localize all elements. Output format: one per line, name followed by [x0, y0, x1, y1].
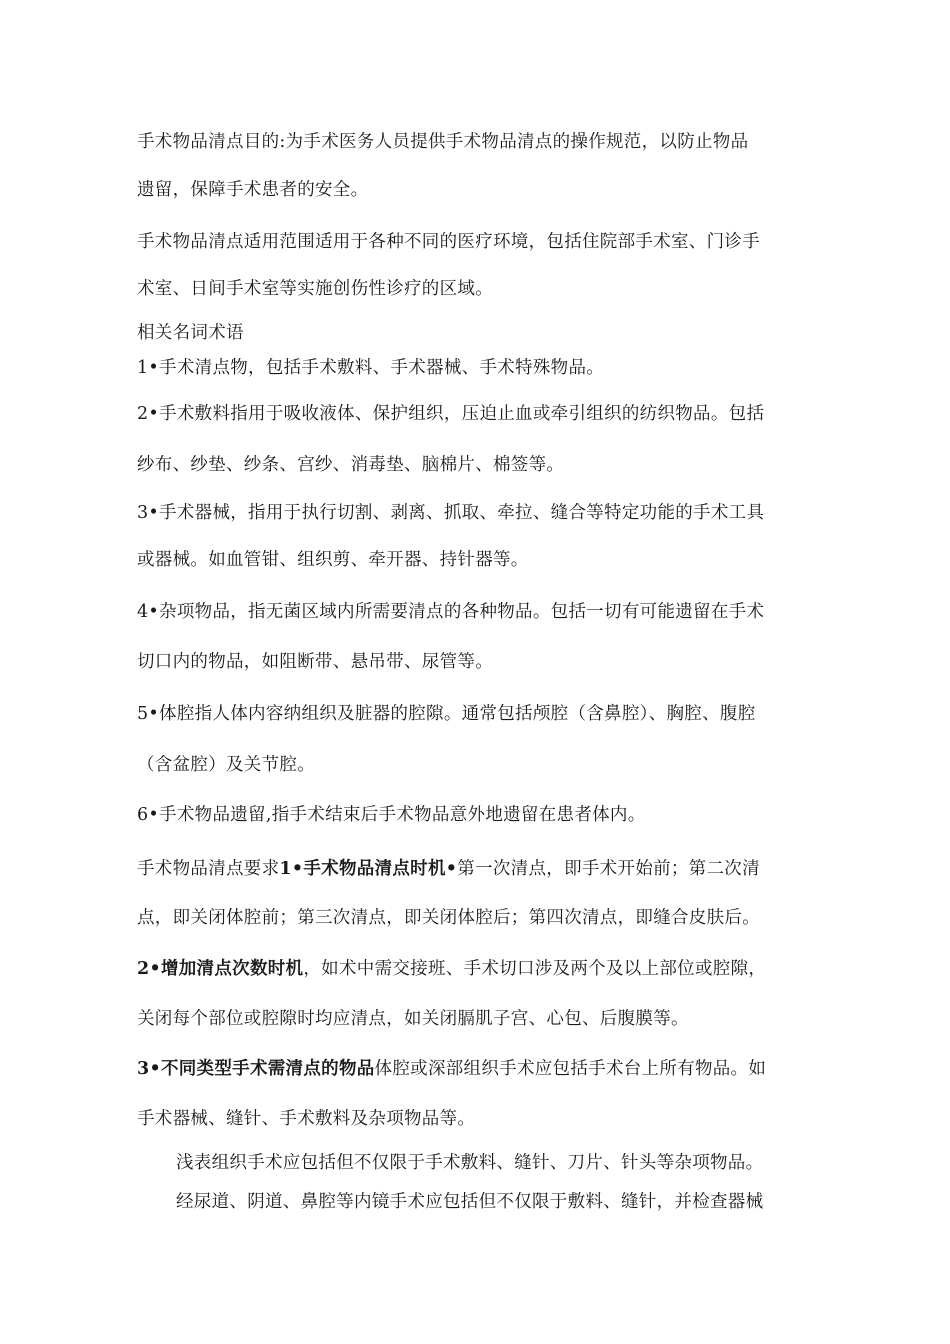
terms-heading: 相关名词术语	[137, 323, 244, 343]
term-3-line-1: 3•手术器械，指用于执行切割、剥离、抓取、牵拉、缝合等特定功能的手术工具	[137, 503, 765, 523]
term-3-line-2: 或器械。如血管钳、组织剪、牵开器、持针器等。	[137, 550, 529, 570]
requirements-line-2: 点，即关闭体腔前；第三次清点，即关闭体腔后；第四次清点，即缝合皮肤后。	[137, 908, 760, 928]
term-6: 6•手术物品遗留,指手术结束后手术物品意外地遗留在患者体内。	[137, 805, 646, 825]
requirements-line-1: 手术物品清点要求1•手术物品清点时机•第一次清点，即手术开始前；第二次清	[137, 859, 760, 879]
purpose-line-2: 遗留，保障手术患者的安全。	[137, 180, 369, 200]
term-4-line-2: 切口内的物品，如阻断带、悬吊带、尿管等。	[137, 652, 493, 672]
term-2-line-2: 纱布、纱垫、纱条、宫纱、消毒垫、脑棉片、棉签等。	[137, 455, 565, 475]
term-2-line-1: 2•手术敷料指用于吸收液体、保护组织，压迫止血或牵引组织的纺织物品。包括	[137, 404, 765, 424]
scope-line-2: 术室、日间手术室等实施创伤性诊疗的区域。	[137, 279, 493, 299]
term-1: 1•手术清点物，包括手术敷料、手术器械、手术特殊物品。	[137, 358, 605, 378]
items-by-type-line-2: 手术器械、缝针、手术敷料及杂项物品等。	[137, 1109, 476, 1129]
term-5-line-1: 5•体腔指人体内容纳组织及脏器的腔隙。通常包括颅腔（含鼻腔）、胸腔、腹腔	[137, 704, 756, 724]
purpose-line-1: 手术物品清点目的:为手术医务人员提供手术物品清点的操作规范，以防止物品	[137, 132, 749, 152]
extra-count-line-1: 2•增加清点次数时机，如术中需交接班、手术切口涉及两个及以上部位或腔隙，	[137, 959, 767, 979]
endoscopic-surgery-line: 经尿道、阴道、鼻腔等内镜手术应包括但不仅限于敷料、缝针，并检查器械	[176, 1192, 764, 1212]
extra-count-line-2: 关闭每个部位或腔隙时均应清点，如关闭膈肌子宫、心包、后腹膜等。	[137, 1009, 689, 1029]
scope-line-1: 手术物品清点适用范围适用于各种不同的医疗环境，包括住院部手术室、门诊手	[137, 232, 760, 252]
items-by-type-line-1: 3•不同类型手术需清点的物品体腔或深部组织手术应包括手术台上所有物品。如	[137, 1059, 767, 1079]
term-5-line-2: （含盆腔）及关节腔。	[137, 755, 315, 775]
superficial-surgery-line: 浅表组织手术应包括但不仅限于手术敷料、缝针、刀片、针头等杂项物品。	[176, 1153, 764, 1173]
term-4-line-1: 4•杂项物品，指无菌区域内所需要清点的各种物品。包括一切有可能遗留在手术	[137, 602, 765, 622]
